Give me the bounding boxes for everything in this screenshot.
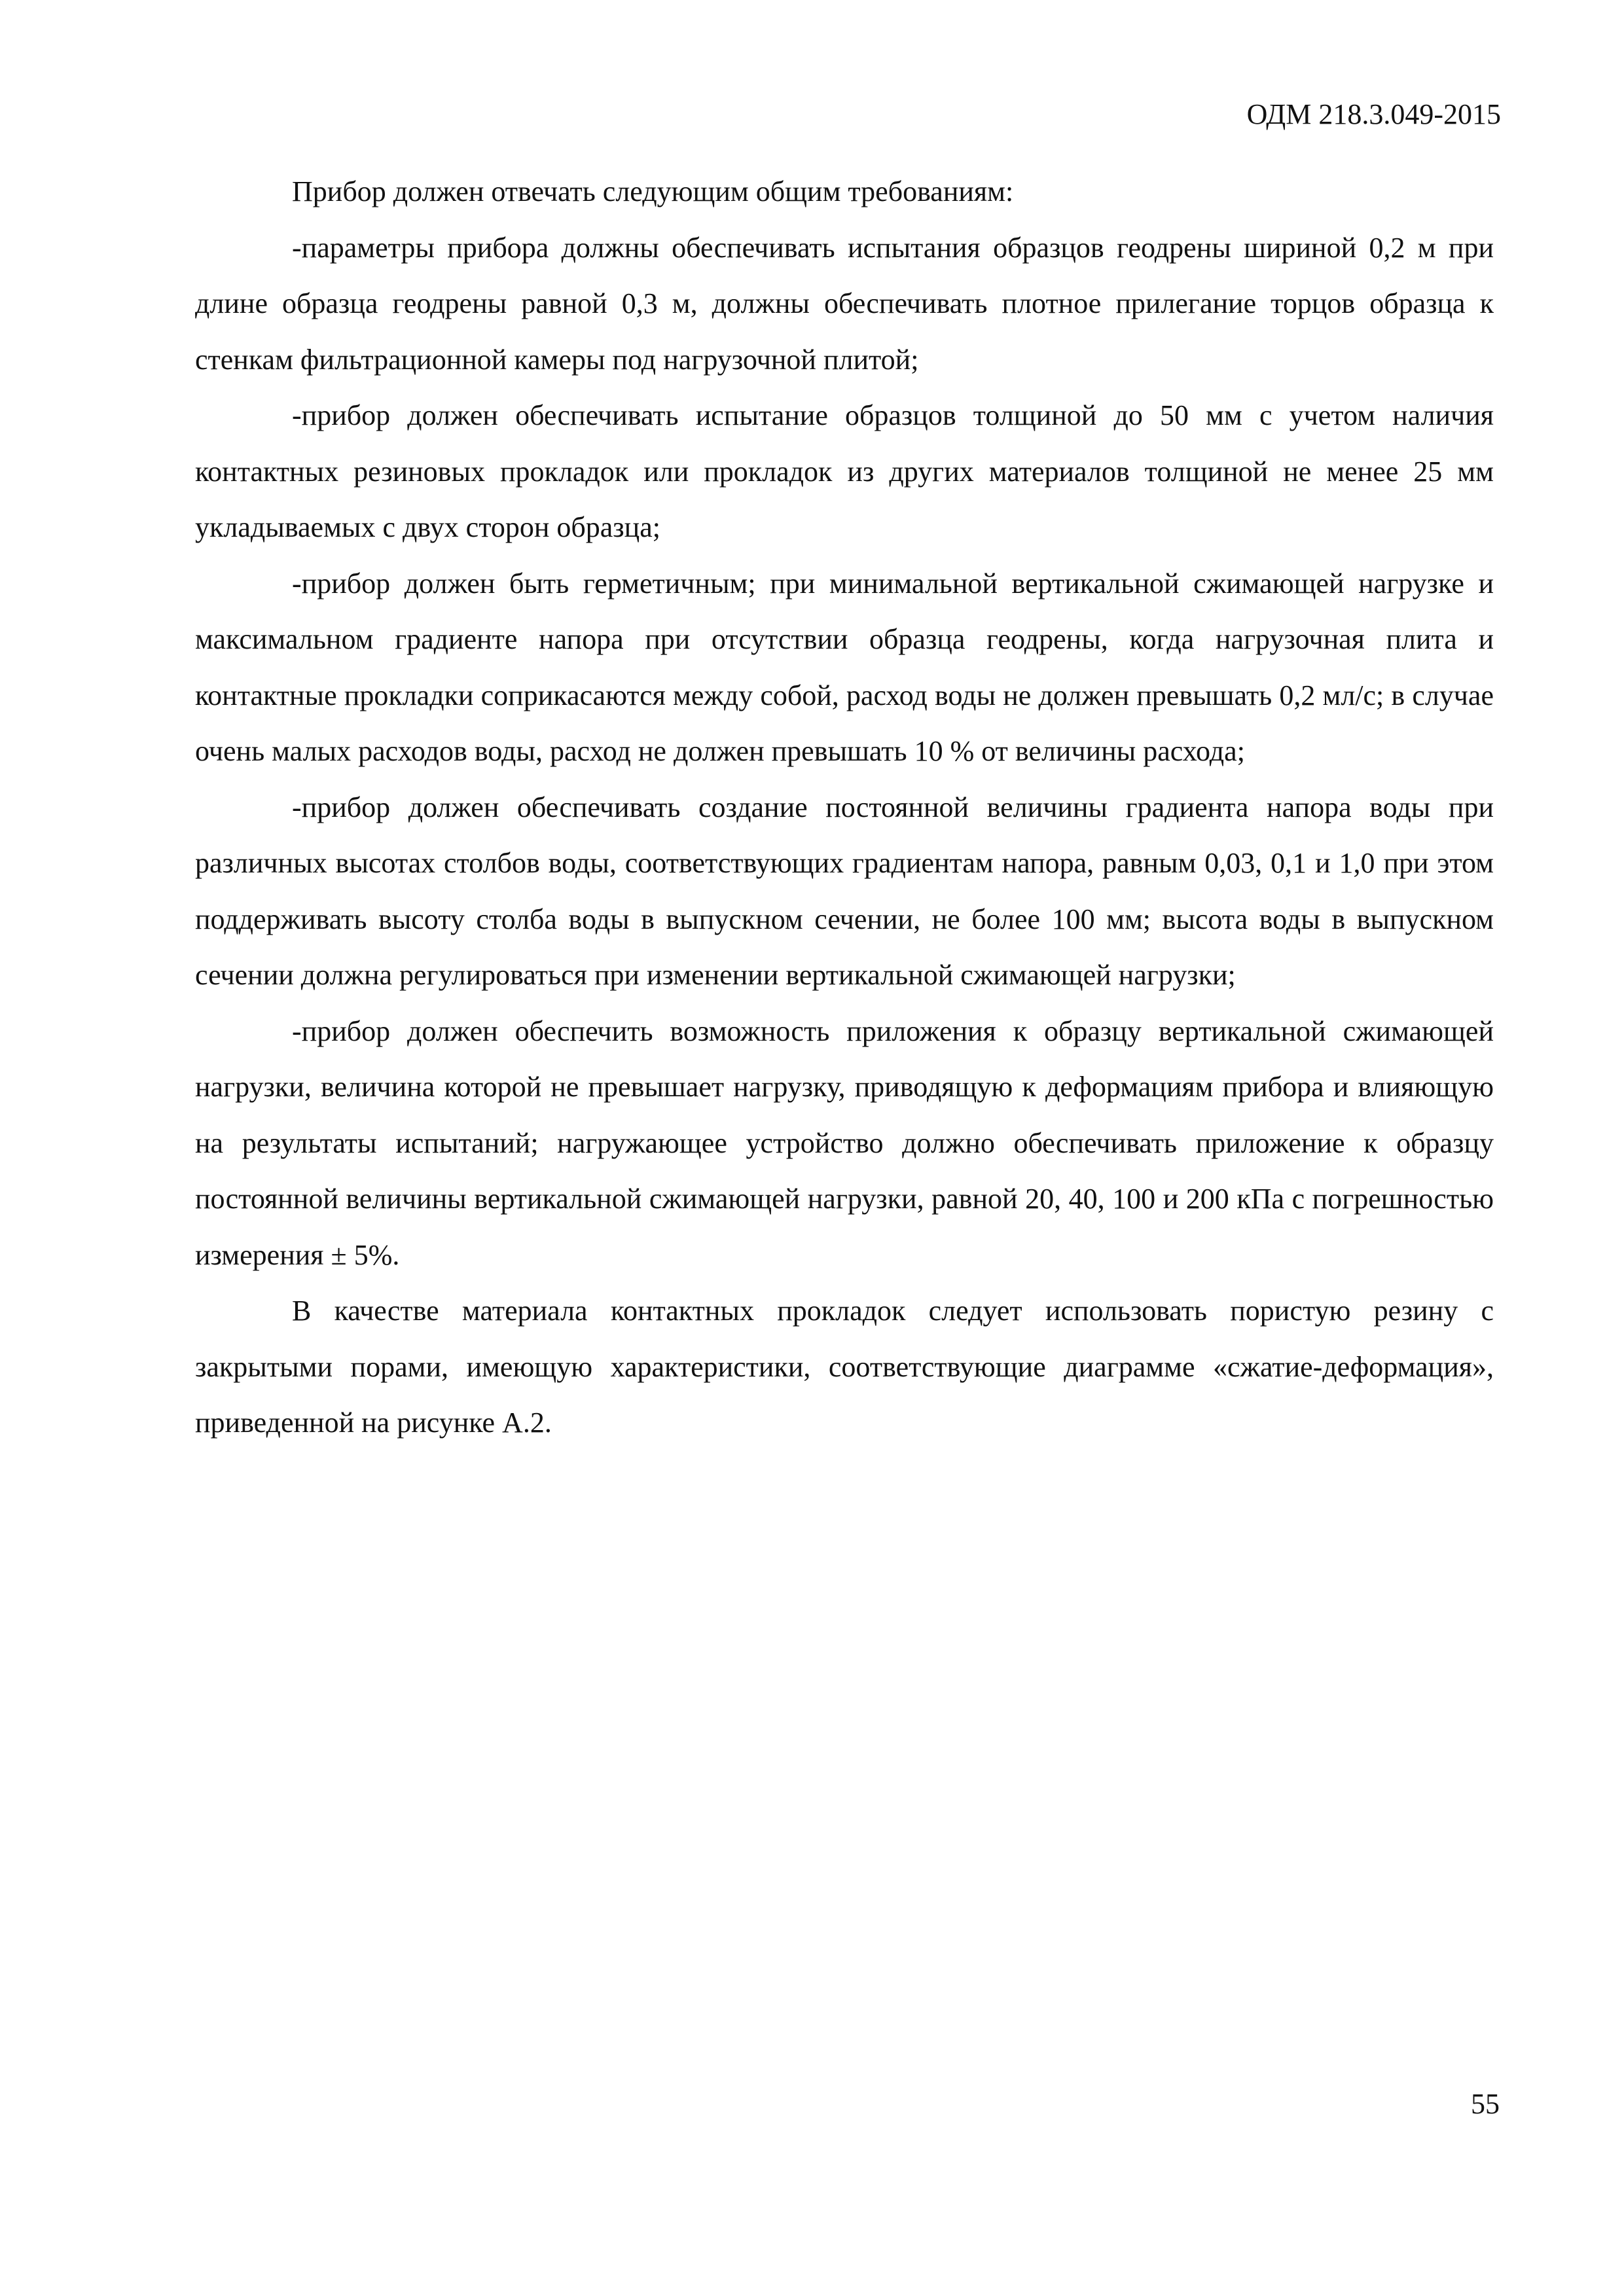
paragraph-intro: Прибор должен отвечать следующим общим требованиям: [292,175,1014,207]
paragraph-requirement-load: -прибор должен обеспечить возможность приложения к образцу вертикальной сжимающей нагрузки, величина которой не превышает нагрузку, приводящую к деформациям прибора и влияющую на результаты испытаний; нагружающее устройство должно обеспечивать приложение к образцу постоянной величины вертикальной сжимающей нагрузки, равной 20, 40, 100 и 200 кПа с погрешностью измерения ± 5%. [195,1014,1494,1271]
paragraph-requirement-gradient: -прибор должен обеспечивать создание постоянной величины градиента напора воды при различных высотах столбов воды, соответствующих градиентам напора, равным 0,03, 0,1 и 1,0 при этом поддерживать высоту столба воды в выпускном сечении, не более 100 мм; высота воды в выпускном сечении должна регулироваться при изменении вертикальной сжимающей нагрузки; [195,791,1494,991]
paragraph-requirement-dimensions: -параметры прибора должны обеспечивать испытания образцов геодрены шириной 0,2 м при длине образца геодрены равной 0,3 м, должны обеспечивать плотное прилегание торцов образца к стенкам фильтрационной камеры под нагрузочной плитой; [195,231,1494,376]
page-number: 55 [1471,2088,1500,2120]
paragraph-requirement-thickness: -прибор должен обеспечивать испытание образцов толщиной до 50 мм с учетом наличия контактных резиновых прокладок или прокладок из других материалов толщиной не менее 25 мм укладываемых с двух сторон образца; [195,399,1494,543]
body-text [195,164,1494,1451]
paragraph-gasket-material: В качестве материала контактных прокладок следует использовать пористую резину с закрытыми порами, имеющую характеристики, соответствующие диаграмме «сжатие-деформация», приведенной на рисунке А.2. [195,1295,1494,1439]
document-code-header: ОДМ 218.3.049-2015 [1246,98,1501,130]
paragraph-requirement-sealing: -прибор должен быть герметичным; при минимальной вертикальной сжимающей нагрузке и максимальном градиенте напора при отсутствии образца геодрены, когда нагрузочная плита и контактные прокладки соприкасаются между собой, расход воды не должен превышать 0,2 мл/с; в случае очень малых расходов воды, расход не должен превышать 10 % от величины расхода; [195,567,1494,767]
